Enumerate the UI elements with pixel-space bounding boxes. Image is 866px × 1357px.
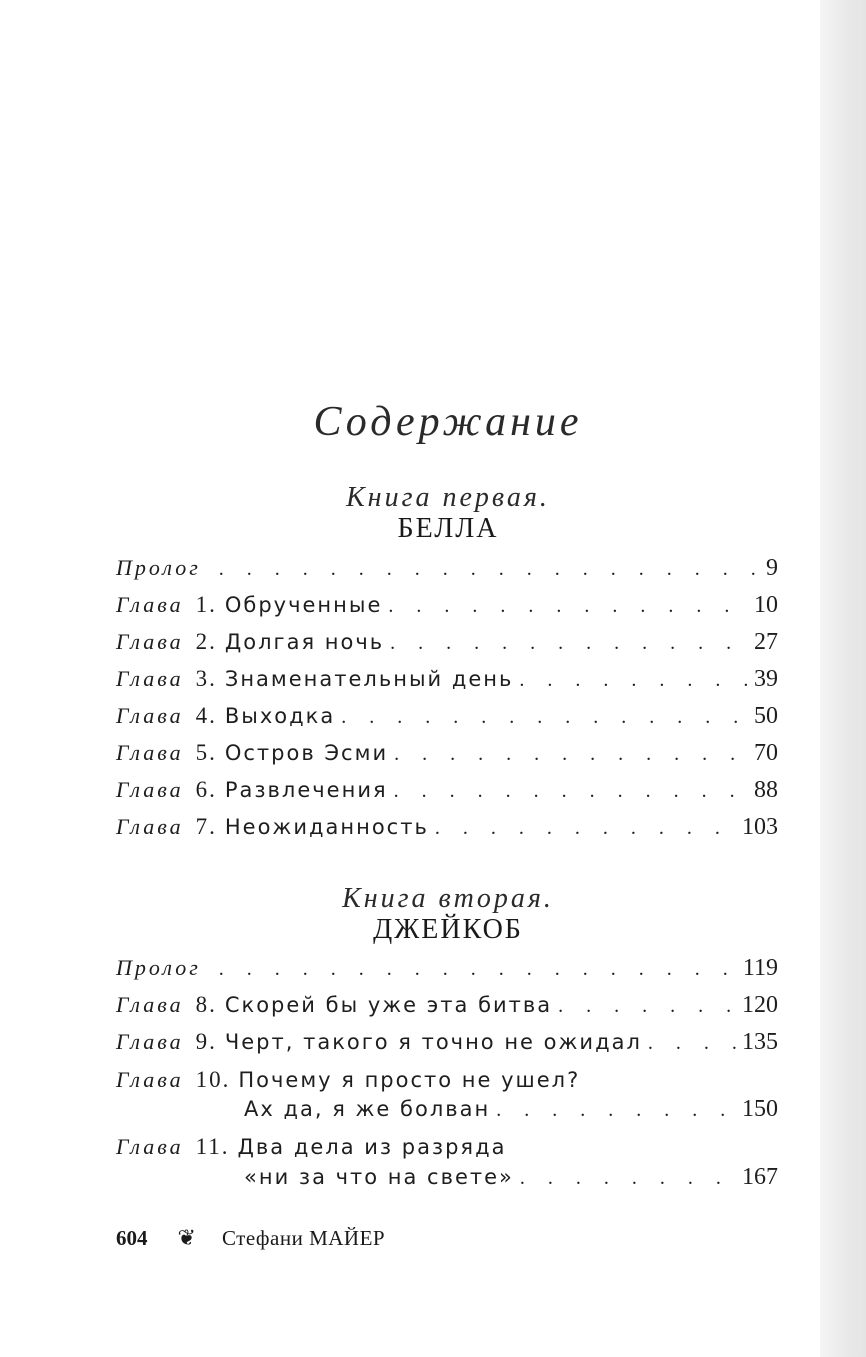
entry-title: Долгая ночь xyxy=(224,630,385,654)
entry-page: 27 xyxy=(754,629,778,655)
entry-number: 7. xyxy=(195,814,217,839)
entry-page: 10 xyxy=(754,592,778,618)
entry-number: 1. xyxy=(195,592,217,617)
entry-page: 150 xyxy=(742,1096,778,1122)
page-edge-shadow xyxy=(820,0,866,1357)
entry-number: 5. xyxy=(195,740,217,765)
fleuron-icon: ❦ xyxy=(177,1225,196,1250)
entry-title-cont: «ни за что на свете» xyxy=(244,1165,514,1189)
toc-entry-chapter-10[interactable] xyxy=(116,1067,778,1097)
book-2-label: Книга вторая. xyxy=(342,883,554,914)
toc-entry-chapter-7[interactable] xyxy=(116,814,778,844)
leader-dots xyxy=(219,558,760,581)
entry-label: Глава xyxy=(116,1134,184,1159)
entry-number: 2. xyxy=(195,629,217,654)
toc-entry-chapter-9[interactable] xyxy=(116,1029,778,1059)
toc-entry-chapter-3[interactable] xyxy=(116,666,778,696)
toc-title: Содержание xyxy=(313,399,583,445)
entry-number: 6. xyxy=(195,777,217,802)
entry-number: 11. xyxy=(195,1134,230,1159)
entry-page: 120 xyxy=(742,992,778,1018)
entry-page: 70 xyxy=(754,740,778,766)
entry-title: Развлечения xyxy=(224,778,388,802)
entry-number: 9. xyxy=(195,1029,217,1054)
entry-title: Черт, такого я точно не ожидал xyxy=(224,1030,642,1054)
entry-number: 3. xyxy=(195,666,217,691)
toc-entry-chapter-8[interactable] xyxy=(116,992,778,1022)
toc-entry-prologue-2[interactable] xyxy=(116,955,778,985)
leader-dots xyxy=(520,1167,736,1190)
entry-title-cont: Ах да, я же болван xyxy=(244,1097,491,1121)
entry-number: 10. xyxy=(195,1067,231,1092)
leader-dots xyxy=(394,743,748,766)
entry-title: Остров Эсми xyxy=(224,741,389,765)
leader-dots xyxy=(496,1099,736,1122)
book-2-name: ДЖЕЙКОБ xyxy=(373,914,523,945)
entry-title: Почему я просто не ушел? xyxy=(238,1068,581,1092)
entry-title: Обрученные xyxy=(224,593,383,617)
entry-label: Пролог xyxy=(116,555,201,580)
leader-dots xyxy=(558,995,736,1018)
author-name: Стефани МАЙЕР xyxy=(221,1226,386,1250)
page-footer xyxy=(116,1225,385,1251)
entry-number: 4. xyxy=(195,703,217,728)
leader-dots xyxy=(519,669,748,692)
entry-page: 39 xyxy=(754,666,778,692)
entry-page: 103 xyxy=(742,814,778,840)
leader-dots xyxy=(394,780,748,803)
book-1-label: Книга первая. xyxy=(346,482,550,513)
entry-page: 88 xyxy=(754,777,778,803)
entry-page: 167 xyxy=(742,1164,778,1190)
toc-entry-prologue-1[interactable] xyxy=(116,555,778,585)
page-number: 604 xyxy=(116,1226,148,1250)
entry-number: 8. xyxy=(195,992,217,1017)
entry-label: Глава xyxy=(116,1067,184,1092)
entry-label: Глава xyxy=(116,992,184,1017)
book-1-name: БЕЛЛА xyxy=(397,513,499,544)
entry-title: Неожиданность xyxy=(224,815,429,839)
entry-title: Выходка xyxy=(224,704,336,728)
toc-entry-chapter-1[interactable] xyxy=(116,592,778,622)
leader-dots xyxy=(341,706,748,729)
entry-title: Знаменательный день xyxy=(224,667,514,691)
toc-entry-chapter-6[interactable] xyxy=(116,777,778,807)
entry-page: 9 xyxy=(766,555,778,581)
toc-entry-chapter-10-cont[interactable] xyxy=(244,1096,778,1126)
leader-dots xyxy=(390,632,748,655)
entry-label: Пролог xyxy=(116,955,201,980)
entry-label: Глава xyxy=(116,703,184,728)
toc-entry-chapter-5[interactable] xyxy=(116,740,778,770)
entry-label: Глава xyxy=(116,666,184,691)
entry-label: Глава xyxy=(116,814,184,839)
entry-label: Глава xyxy=(116,740,184,765)
entry-label: Глава xyxy=(116,777,184,802)
entry-page: 119 xyxy=(742,955,778,981)
entry-title: Два дела из разряда xyxy=(237,1135,507,1159)
leader-dots xyxy=(388,595,748,618)
toc-entry-chapter-11[interactable] xyxy=(116,1134,778,1164)
entry-page: 50 xyxy=(754,703,778,729)
entry-page: 135 xyxy=(742,1029,778,1055)
leader-dots xyxy=(648,1032,736,1055)
entry-label: Глава xyxy=(116,629,184,654)
toc-entry-chapter-11-cont[interactable] xyxy=(244,1164,778,1194)
leader-dots xyxy=(219,958,737,981)
entry-label: Глава xyxy=(116,592,184,617)
leader-dots xyxy=(435,817,736,840)
toc-entry-chapter-2[interactable] xyxy=(116,629,778,659)
entry-title: Скорей бы уже эта битва xyxy=(224,993,553,1017)
entry-label: Глава xyxy=(116,1029,184,1054)
toc-entry-chapter-4[interactable] xyxy=(116,703,778,733)
